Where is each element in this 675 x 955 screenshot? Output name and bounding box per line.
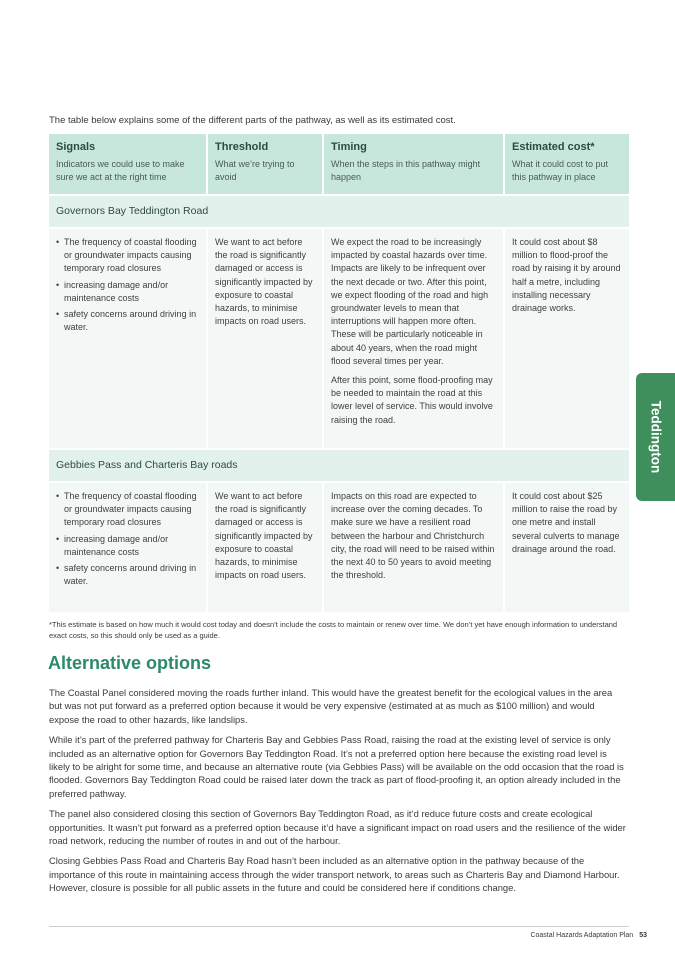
- cost-cell: It could cost about $8 million to flood-proof the road by raising it by around half a metre, including installing necessary drainage works.: [504, 228, 629, 449]
- header-subtitle: When the steps in this pathway might happen: [331, 159, 481, 182]
- table-row: [49, 228, 629, 449]
- body-paragraph: The Coastal Panel considered moving the roads further inland. This would have the greatest benefit for the ecological values in the area but was not put forward as a preferred option because it would be very expensive (estimated at as much as $100 million) and would expose the road to other hazards, like landslips.: [49, 687, 613, 725]
- signals-list: [56, 490, 199, 588]
- timing-paragraph: We expect the road to be increasingly impacted by coastal hazards over time. Impacts are likely to be infrequent over the next decade or two. After this point, we expect flooding of the road and high groundwater levels to mean that interruptions will happen more often. These will be particularly noticeable in about 40 years, when the road might flood several times per year.: [331, 237, 489, 366]
- body-paragraph: The panel also considered closing this section of Governors Bay Teddington Road, as it’d reduce future costs and create ecological opportunities. It wasn’t put forward as a preferred option because it’d have a significant impact on road users and the resilience of the wider road network, reducing the number of routes in and out of the harbour.: [49, 808, 626, 847]
- section-side-tab: [636, 373, 675, 501]
- timing-cell: [323, 228, 504, 449]
- footer-title: Coastal Hazards Adaptation Plan: [530, 932, 634, 939]
- timing-paragraph: After this point, some flood-proofing may be needed to maintain the road at this lower level of service. This would involve raising the road.: [331, 375, 493, 425]
- header-signals: [49, 134, 207, 195]
- header-title: Signals: [56, 141, 96, 153]
- page-number: 53: [639, 932, 647, 939]
- timing-paragraph: Impacts on this road are expected to increase over the coming decades. To make sure we have a resilient road between the harbour and Christchurch city, the road will need to be raised within the next 40 to 50 years to avoid meeting the threshold.: [331, 491, 495, 581]
- section-title-governors-bay: Governors Bay Teddington Road: [49, 195, 629, 228]
- header-timing: [323, 134, 504, 195]
- threshold-cell: We want to act before the road is significantly damaged or access is significantly impacted by exposure to coastal hazards, to minimise impacts on road users.: [207, 228, 323, 449]
- table-intro: The table below explains some of the different parts of the pathway, as well as its estimated cost.: [49, 115, 456, 126]
- alternative-options-heading: Alternative options: [48, 653, 212, 673]
- section-row: [49, 195, 629, 228]
- header-subtitle: Indicators we could use to make sure we act at the right time: [56, 159, 185, 182]
- body-paragraph: While it’s part of the preferred pathway for Charteris Bay and Gebbies Pass Road, raising the road at the existing level of service is only included as an alternative option for Governors Bay Teddington Road. It’s not a preferred option here because the existing road level is likely to be alright for some time, and because an alternative route (via Gebbies Pass) will be available on the odd occasion that the road is flooded. Governors Bay Teddington Road could be raised later down the track as part of flood-proofing it, an option already included in the preferred pathway.: [49, 734, 624, 799]
- header-subtitle: What it could cost to put this pathway in place: [512, 159, 609, 182]
- body-paragraph: Closing Gebbies Pass Road and Charteris Bay Road hasn’t been included as an alternative option in the pathway because of the importance of this route in maintaining access through the wider transport network, to areas such as Charteris Bay and Diamond Harbour. However, closure is possible for all public assets in the future and could be considered here if conditions change.: [49, 855, 620, 894]
- signal-item: • The frequency of coastal flooding or groundwater impacts causing temporary road closures: [56, 490, 199, 530]
- threshold-cell: We want to act before the road is significantly damaged or access is significantly impacted by exposure to coastal hazards, to minimise impacts on road users.: [207, 482, 323, 613]
- timing-cell: [323, 482, 504, 613]
- cost-cell: It could cost about $25 million to raise the road by one metre and install several culverts to manage drainage around the road.: [504, 482, 629, 613]
- side-tab-label: Teddington: [648, 400, 663, 474]
- signal-item: • increasing damage and/or maintenance costs: [56, 279, 199, 305]
- table-row: [49, 482, 629, 613]
- section-row: [49, 449, 629, 482]
- header-threshold: [207, 134, 323, 195]
- signals-cell: [49, 228, 207, 449]
- pathway-table: [49, 134, 629, 614]
- signal-item: • The frequency of coastal flooding or groundwater impacts causing temporary road closures: [56, 236, 199, 276]
- table-header-row: [49, 134, 629, 195]
- header-title: Threshold: [215, 141, 269, 153]
- footer-divider: [49, 926, 629, 927]
- header-title: Estimated cost*: [512, 141, 595, 153]
- signal-item: • increasing damage and/or maintenance costs: [56, 533, 199, 559]
- header-subtitle: What we’re trying to avoid: [215, 159, 295, 182]
- header-estimated-cost: [504, 134, 629, 195]
- page-footer: [530, 932, 647, 939]
- cost-footnote: *This estimate is based on how much it would cost today and doesn’t include the costs to maintain or renew over time. We don’t yet have enough information to understand exact costs, so this should only be used as a guide.: [49, 620, 618, 640]
- section-title-gebbies-pass: Gebbies Pass and Charteris Bay roads: [49, 449, 629, 482]
- header-title: Timing: [331, 141, 367, 153]
- signal-item: • safety concerns around driving in water.: [56, 562, 199, 588]
- signals-cell: [49, 482, 207, 613]
- signals-list: [56, 236, 199, 334]
- alternative-options-body: [49, 686, 627, 902]
- signal-item: • safety concerns around driving in water.: [56, 308, 199, 334]
